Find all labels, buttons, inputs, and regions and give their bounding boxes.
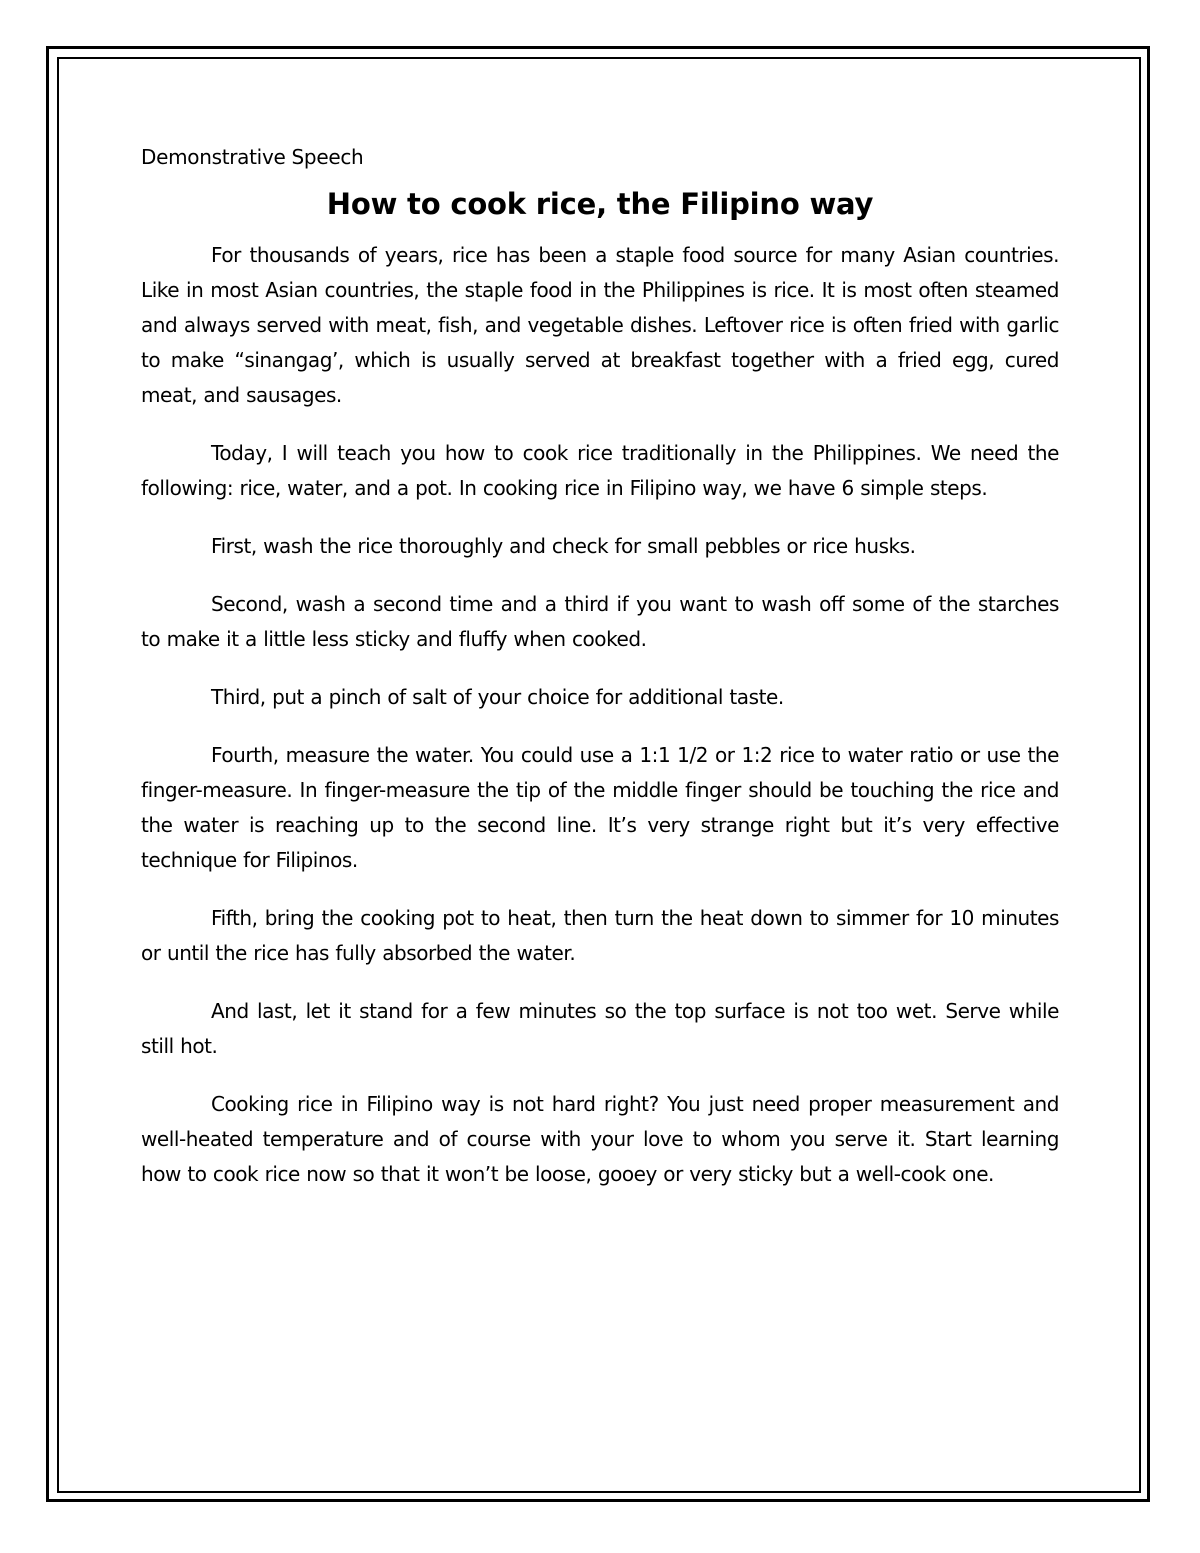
paragraph-overview: Today, I will teach you how to cook rice traditionally in the Philippines. We need the following: rice, water, and a pot. In cooking rice in Filipino way, we have 6 simple steps.: [141, 441, 1059, 500]
paragraph-step-3: Third, put a pinch of salt of your choice for additional taste.: [211, 685, 784, 709]
paragraph-conclusion: Cooking rice in Filipino way is not hard right? You just need proper measurement and well-heated temperature and of course with your love to whom you serve it. Start learning how to cook rice now so that it won’t be loose, gooey or very sticky but a well-cook one.: [141, 1092, 1059, 1186]
document-title: How to cook rice, the Filipino way: [326, 187, 874, 221]
paragraph-step-6: And last, let it stand for a few minutes so the top surface is not too wet. Serve while still hot.: [141, 999, 1059, 1058]
paragraph-step-1: First, wash the rice thoroughly and check for small pebbles or rice husks.: [211, 534, 916, 558]
paragraph-step-2: Second, wash a second time and a third if you want to wash off some of the starches to make it a little less sticky and fluffy when cooked.: [141, 592, 1059, 651]
document-body: [141, 140, 1059, 1215]
paragraph-step-5: Fifth, bring the cooking pot to heat, then turn the heat down to simmer for 10 minutes or until the rice has fully absorbed the water.: [141, 906, 1059, 965]
paragraph-intro: For thousands of years, rice has been a staple food source for many Asian countries. Like in most Asian countries, the staple food in the Philippines is rice. It is most often steamed and always served with meat, fish, and vegetable dishes. Leftover rice is often fried with garlic to make “sinangag’, which is usually served at breakfast together with a fried egg, cured meat, and sausages.: [141, 243, 1059, 407]
document-label: Demonstrative Speech: [141, 145, 364, 169]
paragraph-step-4: Fourth, measure the water. You could use a 1:1 1/2 or 1:2 rice to water ratio or use the finger-measure. In finger-measure the tip of the middle finger should be touching the rice and the water is reaching up to the second line. It’s very strange right but it’s very effective technique for Filipinos.: [141, 743, 1059, 872]
